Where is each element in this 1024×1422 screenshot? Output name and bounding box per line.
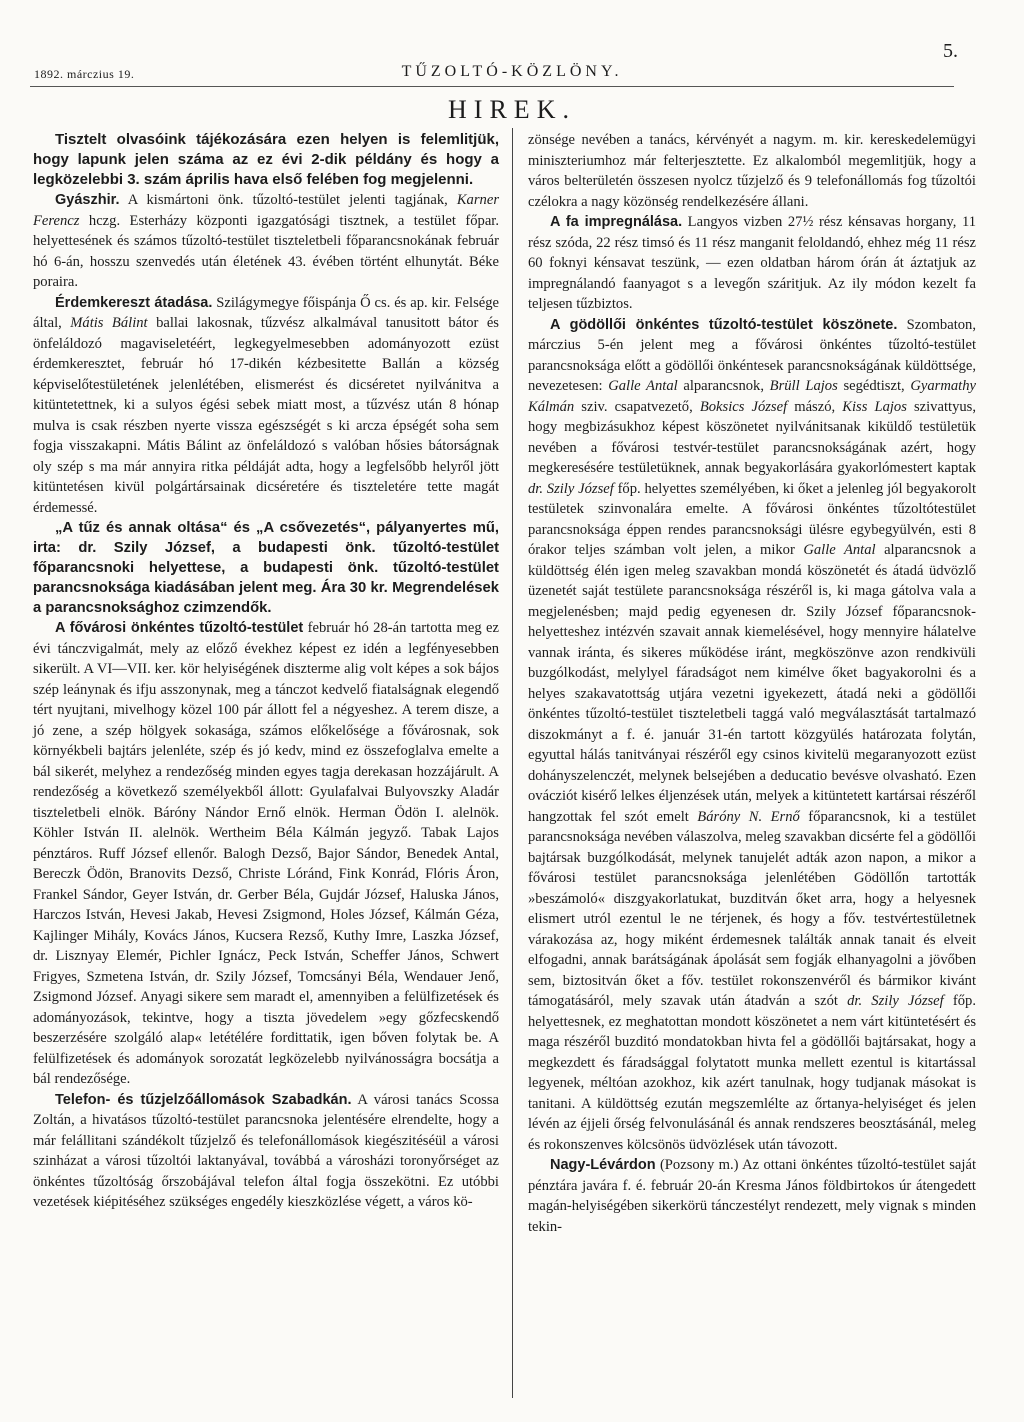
- person-name: Brüll Lajos: [769, 378, 838, 394]
- article-text: A kismártoni önk. tűzoltó-testület jelenti tagjának,: [119, 192, 457, 208]
- person-name: Báróny N. Ernő: [697, 808, 800, 825]
- article-text: főp. helyettesnek, ez meghatottan mondott köszönetet a nem várt kitüntetésért és maga részéről buzditó mondatokban hivta fel a gödöllői bajtársakat, hogy a megkezdett és fáradsággal folytatott munka mellett ezentul is kitartással legyenek, méltóan azokhoz, kik azért tanulnak, hogy tudjanak másokat is tanitani. A küldöttség ezután megszemlélte az őrtanya-helyiséget és jelen lévén az éjjeli őrség felvonulásánál és annak rendszeres beosztásánál, meleg és rokonszenves kölcsönös üdvözlések után távozott.: [528, 993, 976, 1153]
- article-text: szivattyus, hogy megbizásukhoz képest köszönetet nyilvánitsanak kiküldő testületük nevében a fővárosi testvér-testület parancsnokságának azért, hogy megkeresésére testületüknek, annak begyakorlására gyakorlómestert kaptak: [528, 398, 976, 476]
- person-name: Galle Antal: [803, 542, 876, 558]
- article-godollo: [528, 315, 976, 1156]
- person-name: Karner Ferencz: [33, 192, 499, 229]
- person-name: Boksics József: [699, 398, 788, 415]
- article-text: alparancsnok a küldöttség élén igen meleg szavakban mondá köszönetét és átadá üdvözlő üzenetét saját testülete parancsnoksága részéről is, ki maga gátolva vala a megjelenésben; majd pedig egyenesen dr. Szily József főparancsnok-helyetteshez intézvén szavait annak kiemelésével, hogy mennyire hálatelve vannak iránta, és sikeres működése iránt, megköszönve azon rendkivüli buzgólkodást, melylyel fáradságot nem kimélve őket bagyakorolni és a helyes szakavatottság utjára vezetni igyekezett, átadá neki a gödöllői önkéntes tűzoltó-testület tiszteletbeli taggá való megválasztását tartalmazó diszokmányt a f. é. január 31-én tartott közgyülés határozata folytán, egyuttal hálás tanitványai részéről egy csinos kivitelü megaranyozott ezüst dohányszelenczét, melynek belsejében a deducatio bevésve olvasható. Ezen ovácziót kisérő lelkes éljenzések után, melyek a kitüntetett kartársai részéről hangzottak fel szót emelt: [528, 542, 977, 825]
- article-text: mászó,: [787, 398, 843, 415]
- article-text: főparancsnok, ki a testület parancsnoksága nevében válaszolva, meleg szavakban dicsérte fel a gödöllői bajtársak buzgólkodását, melynek tanujelét adták azon napon, a mikor a fővárosi testület parancsnoksága jelenlétében Gödöllőn tartották »beszámoló« diszgyakorlatukat, buzditván őket arra, hogy a helyesnek elismert utról ezentul le ne térjenek, és hogy a főv. testvértestületnek várakozása az, hogy miként érdemesnek találták annak tanait és elveit elfogadni, annak barátságának ápolását sem fogják elhanyagolni a jövőben sem, biztositván őket a főv. testület rokonszenvéről és bármikor kivánt támogatásáról, mely szavak után átadván a szót: [528, 808, 976, 1009]
- article-text: főp. helyettes személyében, ki őket a jelenleg jól begyakorolt testületek szinvonalára emelte. A fővárosi önkéntes tűzoltótestület parancsnoksága éppen rendes parancsnoksági ülésre egybegyülvén, esti 8 órakor teljes számban volt jelen, a mikor: [528, 480, 977, 558]
- article-gyaszhir: [33, 190, 499, 293]
- article-continuation: zönsége nevében a tanács, kérvényét a nagym. m. kir. kereskedelemügyi miniszteriumhoz már felterjesztette. Ez alkalomból megemlitjük, hogy a város belterületén összesen nyolcz tűzjelző és 9 telefonállomás fog tűzoltói czélokra a nagy közönség rendelkezésére állani.: [528, 132, 976, 210]
- right-column: [528, 130, 976, 1237]
- page-number: 5.: [943, 40, 958, 62]
- person-name: Kiss Lajos: [842, 398, 907, 415]
- article-text: ballai lakosnak, tűzvész alkalmával tanusitott bátor és önfeláldozó magaviseletéért, legkegyelmesebben adományozott ezüst érdemkeresztet, február hó 17-dikén kézbesitette Ballán a község képviselőtestületének jelenlétében, elismerést és dicséretet nyilvánitva a kitüntetettnek, ki a sulyos égési sebek miatt most, a tűzvész után 8 hónap mulva is csak részben nyerte vissza egészségét s ki arcza épségét soha sem fogja visszakapni. Mátis Bálint az önfeláldozó s valóban hősies bátorságnak oly szép s ma már annyira ritka példáját adta, hogy a legfelsőbb helyről jött kitüntetésen kivül polgártársainak dicséretére és tiszteletére tette magát érdemessé.: [33, 315, 499, 516]
- article-bal: [33, 618, 499, 1090]
- book-advertisement: „A tűz és annak oltása“ és „A csővezetés“, pályanyertes mű, irta: dr. Szily József, a budapesti önk. tűzoltó-testület főparancsnoki helyettese, a budapesti önk. tűzoltó-testület parancsnoksága kiadásában jelent meg. Ára 30 kr. Megrendelések a parancsnoksághoz czimzendők.: [33, 520, 499, 616]
- article-heading: A gödöllői önkéntes tűzoltó-testület köszönete.: [550, 316, 898, 333]
- article-text: A városi tanács Scossa Zoltán, a hivatásos tűzoltó-testület parancsnoka jelentésére elrendelte, hogy a már felállitani szándékolt tűzjelző és telefonállomások kiegészitéséül a városi szinházat a városi tűzoltói laktanyával, továbbá a városházi toronyőrséget az önkéntes tűzoltóság őrszobájával telefon által fogja összekötni. Ez utóbbi vezetések kiépitéséhez szükséges engedély kieszközlése végett, a város kö-: [33, 1091, 499, 1210]
- article-text: sziv. csapatvezető,: [574, 398, 700, 415]
- article-heading: Nagy-Lévárdon: [550, 1157, 656, 1173]
- article-text: segédtiszt,: [837, 378, 911, 394]
- article-text: alparancsnok,: [677, 378, 770, 394]
- article-text: február hó 28-án tartotta meg ez évi tánczvigalmát, mely az előző évekhez képest ez idén a legfényesebben sikerült. A VI—VII. ker. kör helyiségének diszterme alig volt képes a sok bájos szép leánynak és ifju asszonynak, meg a tánczot kedvelő fiatalságnak elegendő tért nyujtani, mivelhogy közel 100 pár állott fel a négyeshez. A terem disze, a jó zene, a szép hölgyek sokasága, számos előkelősége a fővárosnak, sok környékbeli bajtárs jelenléte, szép és jó kedv, mind ez összefoglalva emelte a bál sikerét, melyhez a rendezőség minden egyes tagja derekasan hozzájárult. A rendezőség a következő személyekből állott: Gyulafalvai Bulyovszky Aladár tiszteletbeli elnök. Báróny Nándor Ernő elnök. Herman Ödön I. alelnök. Köhler István II. alelnök. Wertheim Béla Kálmán jegyző. Tabak Lajos pénztáros. Ruff József ellenőr. Balogh Dezső, Bajor Sándor, Benedek Antal, Bereczk Ödön, Branovits Dezső, Christe Lóránd, Fink Konrád, Flóris Áron, Frankel Sándor, Geyer István, dr. Gerber Béla, Gujdár József, Haluska János, Harczos István, Hevesi Jakab, Hevesi Zsigmond, Holes József, Kálmán Géza, Kajlinger Mihály, Kovács János, Kucsera Rezső, Kuthy Imre, Laszka József, dr. Lisznyay Elemér, Pichler Ignácz, Peck István, Scheffer János, Schwert Frigyes, Szmetena István, dr. Szily József, Tomcsányi Béla, Wendauer Jenő, Zsigmond József. Anyagi sikere sem maradt el, amennyiben a felülfizetések és adományozások, tekintve, hogy a tiszta jövedelem »egy gőzfecskendő beszerzésére szolgáló alap« letétélére fordittatik, igen bőven folytak be. A felülfizetések és adományok sorozatát legközelebb nyilvánosságra bocsátja a bál rendezősége.: [33, 620, 499, 1087]
- column-divider: [512, 128, 513, 1398]
- article-heading: Érdemkereszt átadása.: [55, 294, 213, 311]
- article-heading: Telefon- és tűzjelzőállomások Szabadkán.: [55, 1091, 352, 1108]
- article-heading: Gyászhir.: [55, 192, 120, 208]
- article-text: (Pozsony m.) Az ottani önkéntes tűzoltó-testület saját pénztára javára f. é. február 20-án Kresma János földbirtokos úr átengedett magán-helyiségében sikerkörü tánczestélyt rendezett, mely vignak s minden tekin-: [528, 1157, 976, 1235]
- person-name: dr. Szily József: [847, 993, 944, 1009]
- person-name: Galle Antal: [608, 378, 678, 394]
- reader-notice: Tisztelt olvasóink tájékozására ezen helyen is felemlitjük, hogy lapunk jelen száma az ez évi 2-dik példány és hogy a legközelebbi 3. szám április hava első felében fog megjelenni.: [33, 131, 499, 188]
- article-erdemkereszt: [33, 293, 499, 519]
- article-heading: A fa impregnálása.: [550, 214, 683, 230]
- header-rule: [30, 86, 954, 87]
- article-fa: [528, 212, 976, 315]
- newspaper-title: TŰZOLTÓ-KÖZLÖNY.: [401, 63, 623, 80]
- article-text: hczg. Esterházy központi igazgatósági tisztnek, a testület főpar. helyettesének és számos tűzoltó-testület tiszteletbeli főparancsnokának február hó 6-án, hosszu szenvedés után életének 43. évében történt elhunytát. Béke poraira.: [33, 212, 499, 290]
- article-text: Szilágymegye főispánja Ő cs. és ap. kir. Felsége által,: [33, 294, 499, 331]
- left-column: [33, 130, 499, 1213]
- article-nagy-levard: [528, 1155, 976, 1237]
- person-name: dr. Szily József: [528, 480, 614, 497]
- article-heading: A fővárosi önkéntes tűzoltó-testület: [55, 620, 304, 636]
- article-text: Langyos vizben 27½ rész kénsavas horgany, 11 rész szóda, 22 rész timsó és 11 rész manganit feloldandó, ehhez még 11 rész 60 foknyi kénsavat teszünk, — ezen oldatban három órán át áztatjuk az impregnálandó faanyagot s a levegőn száritjuk. Az ily módon kezelt fa teljesen tűzbiztos.: [528, 214, 976, 312]
- issue-date: 1892. márczius 19.: [34, 67, 135, 81]
- section-title: HIREK.: [448, 95, 576, 124]
- person-name: Mátis Bálint: [70, 315, 148, 331]
- person-name: Gyarmathy Kálmán: [528, 378, 976, 415]
- article-text: Szombaton, márczius 5-én jelent meg a fővárosi önkéntes tűzoltó-testület parancsnoksága előtt a gödöllői önkéntesek parancsnokságának küldöttsége, nevezetesen:: [528, 316, 976, 394]
- article-telefon: [33, 1090, 499, 1213]
